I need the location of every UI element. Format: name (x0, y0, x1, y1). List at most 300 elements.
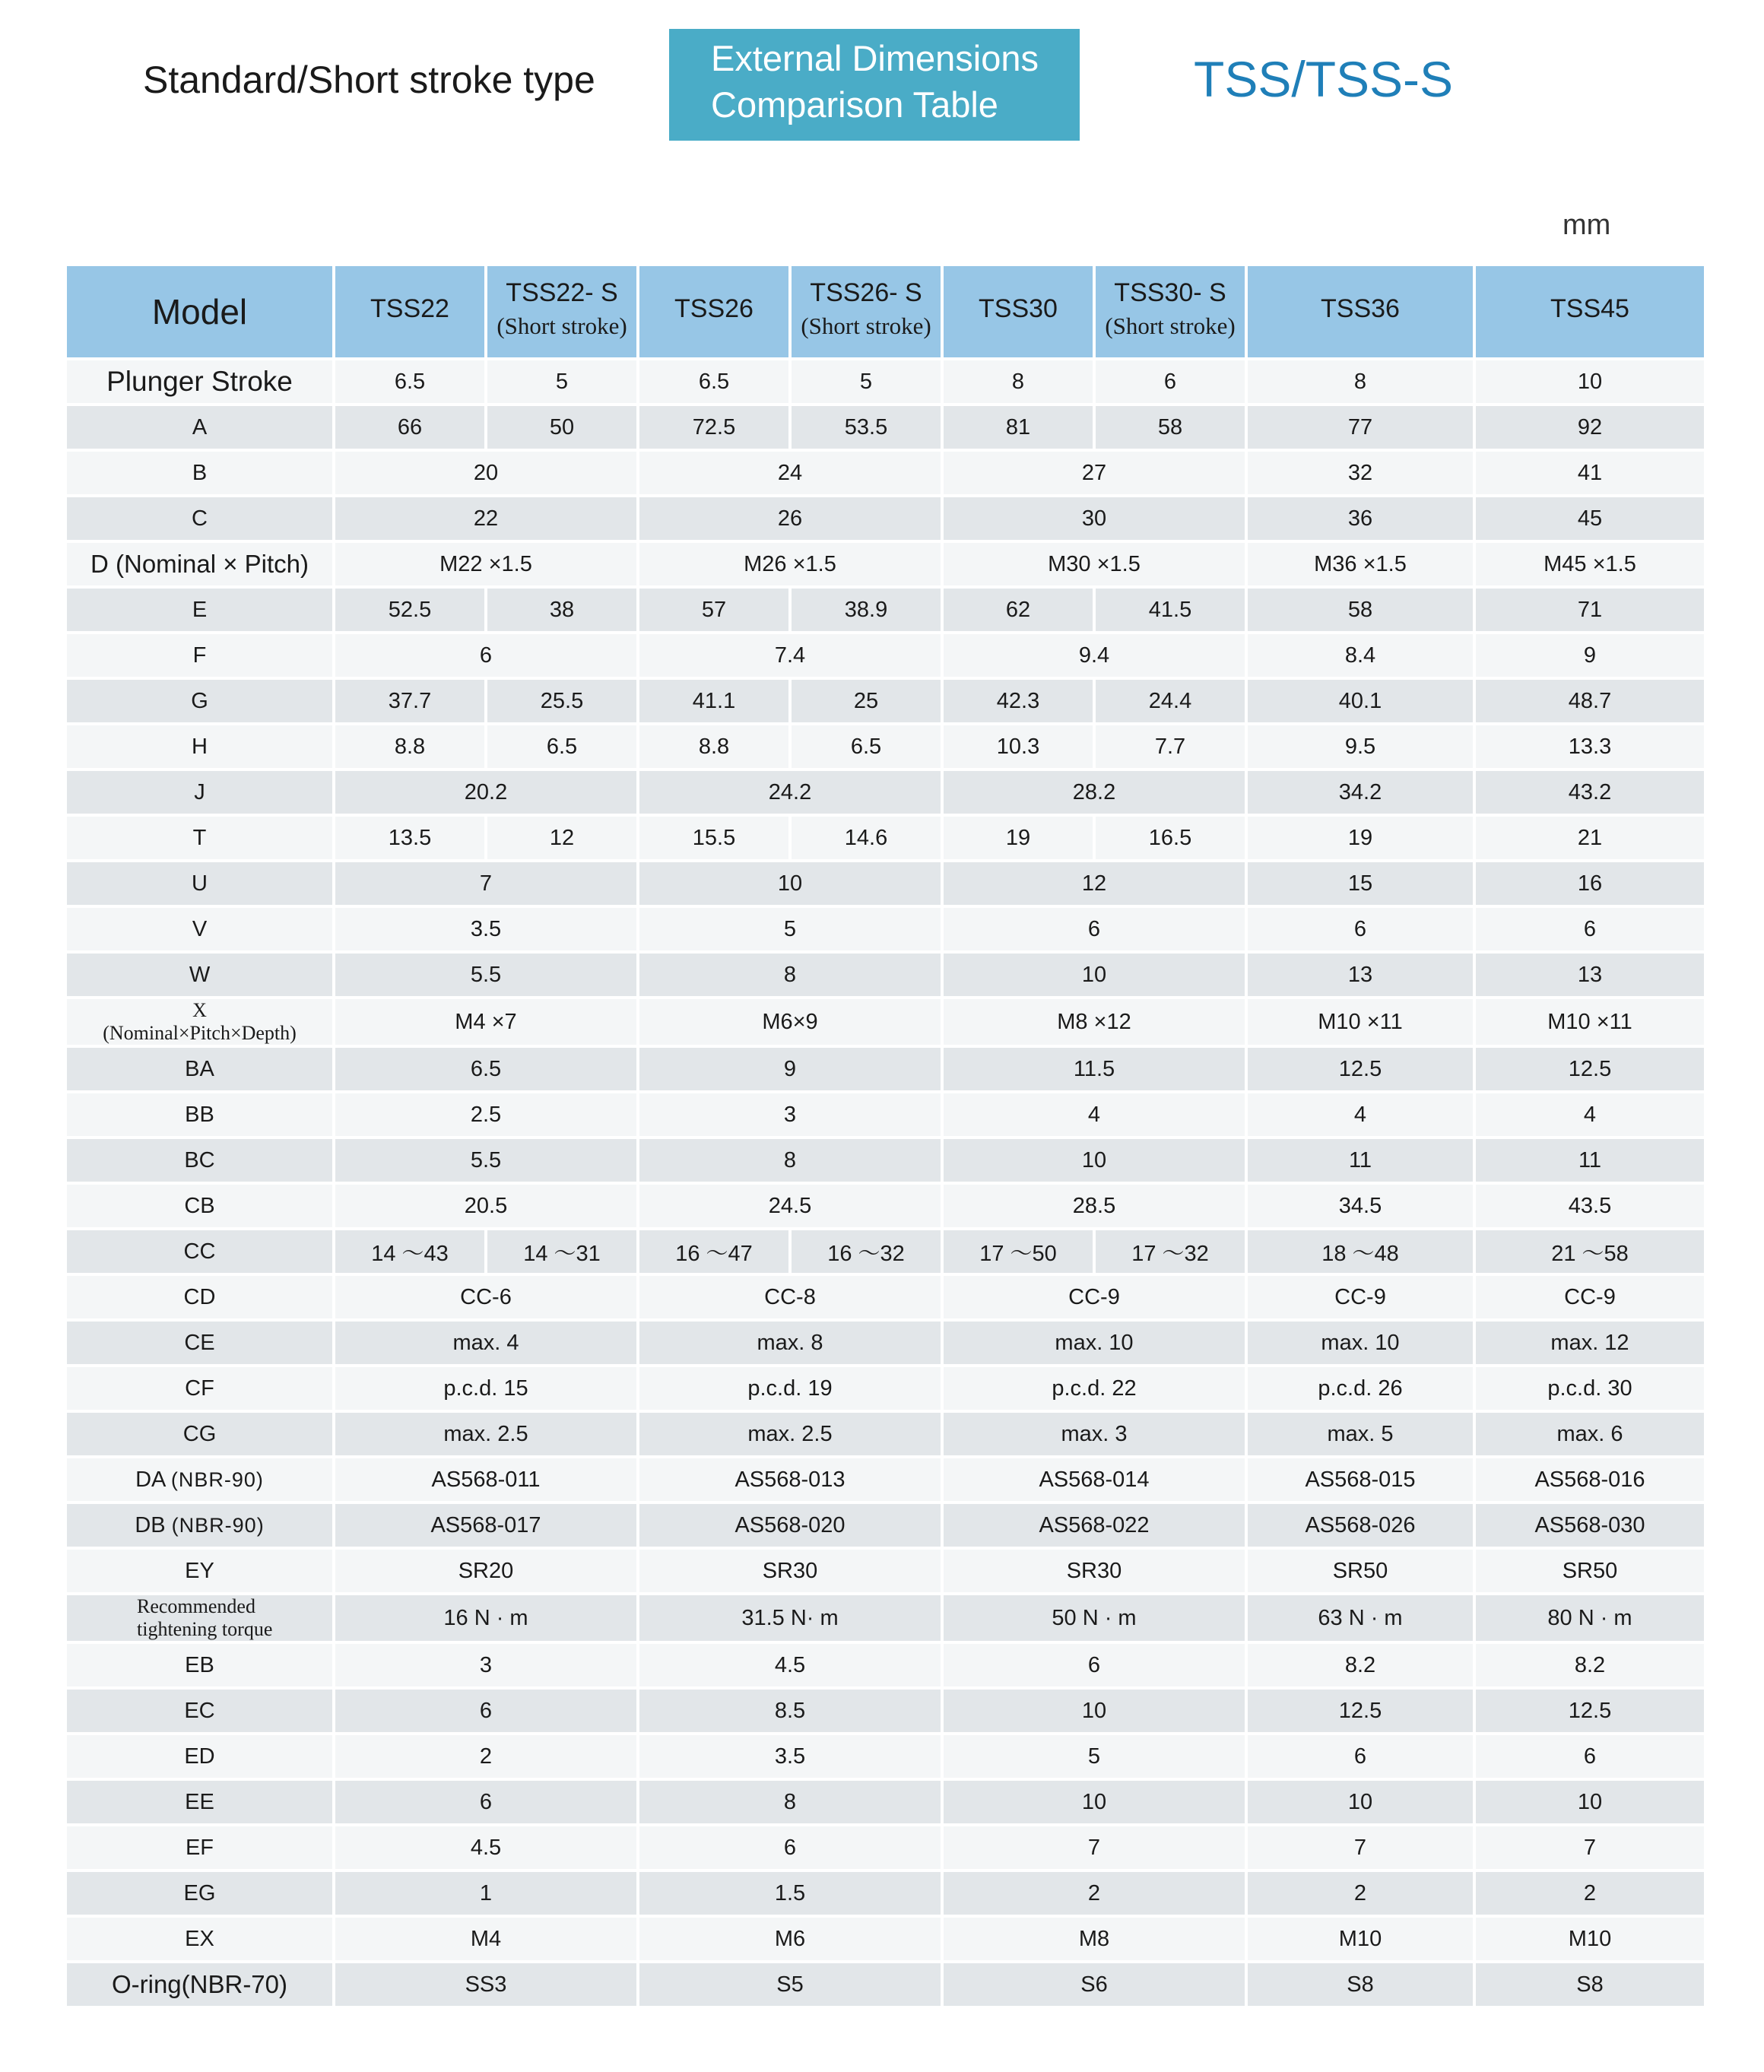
table-cell: 5 (792, 360, 941, 403)
table-cell: S5 (639, 1963, 941, 2006)
table-cell: 6 (335, 1781, 636, 1823)
table-cell: p.c.d. 22 (944, 1367, 1245, 1410)
table-cell: AS568-013 (639, 1458, 941, 1501)
table-row (67, 452, 1704, 494)
table-cell: 17 ～50 (944, 1230, 1093, 1273)
table-row (67, 1367, 1704, 1410)
table-cell: 71 (1476, 589, 1704, 631)
table-cell: 19 (1248, 817, 1473, 859)
table-cell: 14.6 (792, 817, 941, 859)
table-cell: 6 (335, 634, 636, 677)
table-cell: AS568-011 (335, 1458, 636, 1501)
table-row (67, 1735, 1704, 1778)
table-cell: max. 3 (944, 1413, 1245, 1455)
model-name: TSS30- S (1114, 278, 1226, 307)
table-cell: 27 (944, 452, 1245, 494)
table-cell: 12 (944, 862, 1245, 905)
row-label: EF (67, 1826, 332, 1869)
table-cell: 19 (944, 817, 1093, 859)
table-cell: 10 (1476, 1781, 1704, 1823)
table-cell: SR30 (944, 1550, 1245, 1592)
row-label: EY (67, 1550, 332, 1592)
table-cell: 6 (944, 1644, 1245, 1686)
table-cell: 8.4 (1248, 634, 1473, 677)
row-label: CD (67, 1276, 332, 1318)
table-cell: 5 (944, 1735, 1245, 1778)
model-name: TSS26- S (810, 278, 922, 307)
table-cell: 6.5 (335, 1048, 636, 1090)
table-cell: 16 (1476, 862, 1704, 905)
model-column-header (944, 266, 1093, 357)
table-cell: 28.2 (944, 771, 1245, 814)
table-cell: CC-8 (639, 1276, 941, 1318)
row-label: W (67, 954, 332, 996)
row-label: CB (67, 1185, 332, 1227)
table-cell: AS568-016 (1476, 1458, 1704, 1501)
model-column-header (1096, 266, 1245, 357)
row-label (67, 1504, 332, 1547)
table-cell: 13.5 (335, 817, 484, 859)
table-cell: SR30 (639, 1550, 941, 1592)
table-cell: 6 (1096, 360, 1245, 403)
table-cell: 34.2 (1248, 771, 1473, 814)
table-cell: 5 (639, 908, 941, 950)
table-cell: 4 (1476, 1093, 1704, 1136)
table-cell: CC-9 (1248, 1276, 1473, 1318)
table-cell: 41.1 (639, 680, 788, 722)
table-cell: M10 (1476, 1918, 1704, 1960)
table-cell: 50 (487, 406, 636, 449)
table-cell: max. 2.5 (335, 1413, 636, 1455)
table-cell: 63 N · m (1248, 1595, 1473, 1641)
table-row (67, 725, 1704, 768)
table-cell: 7 (335, 862, 636, 905)
table-cell: 7.4 (639, 634, 941, 677)
row-label: F (67, 634, 332, 677)
model-name: TSS22 (370, 294, 449, 323)
row-label-code: DA (135, 1467, 165, 1492)
model-column-header (1476, 266, 1704, 357)
row-label (67, 1458, 332, 1501)
table-cell: 20.5 (335, 1185, 636, 1227)
table-cell: 11 (1248, 1139, 1473, 1182)
table-cell: 30 (944, 497, 1245, 540)
table-cell: 4.5 (639, 1644, 941, 1686)
model-subtitle: (Short stroke) (497, 312, 627, 339)
table-cell: 50 N · m (944, 1595, 1245, 1641)
table-cell: AS568-020 (639, 1504, 941, 1547)
table-cell: 38.9 (792, 589, 941, 631)
table-cell: 12.5 (1476, 1690, 1704, 1732)
table-cell: 10 (1248, 1781, 1473, 1823)
table-cell: 7 (1476, 1826, 1704, 1869)
table-row (67, 589, 1704, 631)
model-name: TSS26 (674, 294, 754, 323)
row-label: A (67, 406, 332, 449)
table-cell: 24.2 (639, 771, 941, 814)
table-cell: 11 (1476, 1139, 1704, 1182)
table-cell: 3 (639, 1093, 941, 1136)
table-cell: M22 ×1.5 (335, 543, 636, 585)
table-cell: 10 (944, 1781, 1245, 1823)
table-cell: 16.5 (1096, 817, 1245, 859)
table-row (67, 862, 1704, 905)
row-label-material: (NBR-90) (171, 1513, 265, 1537)
table-cell: 12.5 (1248, 1048, 1473, 1090)
table-cell: 53.5 (792, 406, 941, 449)
table-cell: 34.5 (1248, 1185, 1473, 1227)
table-body (67, 360, 1704, 2006)
table-row (67, 1276, 1704, 1318)
table-row (67, 1690, 1704, 1732)
model-subtitle: (Short stroke) (1105, 312, 1236, 339)
table-cell: max. 6 (1476, 1413, 1704, 1455)
table-cell: p.c.d. 30 (1476, 1367, 1704, 1410)
table-cell: 9.4 (944, 634, 1245, 677)
table-row (67, 1322, 1704, 1364)
table-row (67, 999, 1704, 1045)
table-cell: 6 (1476, 1735, 1704, 1778)
table-cell: 13.3 (1476, 725, 1704, 768)
table-row (67, 954, 1704, 996)
row-label: EE (67, 1781, 332, 1823)
table-cell: 58 (1248, 589, 1473, 631)
table-cell: 14 ～43 (335, 1230, 484, 1273)
table-cell: 9.5 (1248, 725, 1473, 768)
model-column-header (639, 266, 788, 357)
table-row (67, 1595, 1704, 1641)
table-cell: max. 8 (639, 1322, 941, 1364)
row-label: B (67, 452, 332, 494)
table-cell: 81 (944, 406, 1093, 449)
table-row (67, 1093, 1704, 1136)
table-row (67, 680, 1704, 722)
table-cell: 92 (1476, 406, 1704, 449)
table-row (67, 1230, 1704, 1273)
table-cell: 37.7 (335, 680, 484, 722)
table-cell: 43.2 (1476, 771, 1704, 814)
banner-line-1: External Dimensions (711, 38, 1039, 78)
table-cell: M30 ×1.5 (944, 543, 1245, 585)
row-label: H (67, 725, 332, 768)
row-label: BA (67, 1048, 332, 1090)
table-cell: 25.5 (487, 680, 636, 722)
table-cell: M36 ×1.5 (1248, 543, 1473, 585)
table-cell: 20 (335, 452, 636, 494)
table-cell: 8 (1248, 360, 1473, 403)
row-label: V (67, 908, 332, 950)
table-cell: 77 (1248, 406, 1473, 449)
row-label-line-2: tightening torque (137, 1618, 273, 1640)
table-cell: 26 (639, 497, 941, 540)
table-cell: 6 (1248, 908, 1473, 950)
table-cell: 15 (1248, 862, 1473, 905)
table-cell: M10 ×11 (1248, 999, 1473, 1045)
table-row (67, 1139, 1704, 1182)
table-cell: 41.5 (1096, 589, 1245, 631)
table-row (67, 1185, 1704, 1227)
table-cell: 16 ～47 (639, 1230, 788, 1273)
table-cell: M10 ×11 (1476, 999, 1704, 1045)
table-cell: 8 (639, 1139, 941, 1182)
table-cell: 36 (1248, 497, 1473, 540)
dimensions-table (64, 263, 1707, 2009)
table-cell: 42.3 (944, 680, 1093, 722)
table-cell: 8 (639, 954, 941, 996)
table-cell: 6 (1248, 1735, 1473, 1778)
table-cell: M8 ×12 (944, 999, 1245, 1045)
table-cell: 8.8 (639, 725, 788, 768)
table-cell: 4 (1248, 1093, 1473, 1136)
table-cell: 21 ～58 (1476, 1230, 1704, 1273)
table-cell: 13 (1476, 954, 1704, 996)
table-cell: 8.5 (639, 1690, 941, 1732)
table-cell: 2.5 (335, 1093, 636, 1136)
row-label: EB (67, 1644, 332, 1686)
table-cell: M4 ×7 (335, 999, 636, 1045)
table-cell: 6.5 (335, 360, 484, 403)
model-column-header (1248, 266, 1473, 357)
table-cell: max. 10 (944, 1322, 1245, 1364)
table-cell: 5.5 (335, 954, 636, 996)
table-row (67, 908, 1704, 950)
table-cell: 48.7 (1476, 680, 1704, 722)
table-cell: 8.8 (335, 725, 484, 768)
table-row (67, 1963, 1704, 2006)
row-label-material: (NBR-90) (170, 1468, 264, 1491)
table-cell: 8.2 (1248, 1644, 1473, 1686)
table-cell: 31.5 N· m (639, 1595, 941, 1641)
table-row (67, 1644, 1704, 1686)
row-label: ED (67, 1735, 332, 1778)
table-cell: AS568-026 (1248, 1504, 1473, 1547)
row-label: T (67, 817, 332, 859)
row-label: EC (67, 1690, 332, 1732)
model-column-header (487, 266, 636, 357)
table-cell: SS3 (335, 1963, 636, 2006)
table-row (67, 543, 1704, 585)
model-name: TSS36 (1321, 294, 1400, 323)
unit-label: mm (1563, 209, 1611, 241)
table-cell: 3 (335, 1644, 636, 1686)
table-cell: SR20 (335, 1550, 636, 1592)
table-cell: 38 (487, 589, 636, 631)
table-cell: max. 12 (1476, 1322, 1704, 1364)
model-column-header (335, 266, 484, 357)
table-cell: 24.4 (1096, 680, 1245, 722)
table-cell: max. 4 (335, 1322, 636, 1364)
table-cell: max. 2.5 (639, 1413, 941, 1455)
table-cell: p.c.d. 26 (1248, 1367, 1473, 1410)
table-cell: max. 10 (1248, 1322, 1473, 1364)
row-label (67, 1595, 332, 1641)
table-cell: S6 (944, 1963, 1245, 2006)
table-cell: 9 (639, 1048, 941, 1090)
table-cell: 7.7 (1096, 725, 1245, 768)
table-cell: 6.5 (639, 360, 788, 403)
row-label: CE (67, 1322, 332, 1364)
table-cell: 12.5 (1476, 1048, 1704, 1090)
table-cell: 10 (944, 954, 1245, 996)
table-row (67, 1048, 1704, 1090)
row-label: CF (67, 1367, 332, 1410)
row-label: EX (67, 1918, 332, 1960)
table-cell: 2 (1476, 1872, 1704, 1915)
table-row (67, 1826, 1704, 1869)
table-cell: 5.5 (335, 1139, 636, 1182)
table-cell: 21 (1476, 817, 1704, 859)
row-label: U (67, 862, 332, 905)
table-cell: 11.5 (944, 1048, 1245, 1090)
row-label-line-2: (Nominal×Pitch×Depth) (103, 1022, 297, 1044)
table-cell: M26 ×1.5 (639, 543, 941, 585)
table-cell: 6 (639, 1826, 941, 1869)
table-cell: S8 (1476, 1963, 1704, 2006)
table-row (67, 771, 1704, 814)
table-cell: 3.5 (335, 908, 636, 950)
table-cell: 52.5 (335, 589, 484, 631)
table-row (67, 1872, 1704, 1915)
table-cell: 80 N · m (1476, 1595, 1704, 1641)
table-cell: 10 (639, 862, 941, 905)
table-row (67, 1458, 1704, 1501)
table-cell: 7 (944, 1826, 1245, 1869)
banner-line-2: Comparison Table (711, 84, 998, 125)
row-label: CG (67, 1413, 332, 1455)
row-label: G (67, 680, 332, 722)
table-row (67, 360, 1704, 403)
table-cell: 6 (335, 1690, 636, 1732)
table-cell: 6 (944, 908, 1245, 950)
table-cell: 57 (639, 589, 788, 631)
table-row (67, 1413, 1704, 1455)
table-cell: p.c.d. 15 (335, 1367, 636, 1410)
table-cell: M45 ×1.5 (1476, 543, 1704, 585)
table-cell: 8.2 (1476, 1644, 1704, 1686)
table-cell: 2 (335, 1735, 636, 1778)
table-cell: SR50 (1248, 1550, 1473, 1592)
table-cell: 8 (944, 360, 1093, 403)
row-label (67, 999, 332, 1045)
row-label-code: DB (135, 1512, 166, 1537)
row-label: EG (67, 1872, 332, 1915)
table-cell: 45 (1476, 497, 1704, 540)
row-label: Plunger Stroke (67, 360, 332, 403)
table-cell: 6 (1476, 908, 1704, 950)
table-cell: 5 (487, 360, 636, 403)
table-cell: 16 ～32 (792, 1230, 941, 1273)
row-label: J (67, 771, 332, 814)
table-cell: 66 (335, 406, 484, 449)
table-cell: 8 (639, 1781, 941, 1823)
table-cell: 12 (487, 817, 636, 859)
table-cell: SR50 (1476, 1550, 1704, 1592)
row-label: BB (67, 1093, 332, 1136)
table-cell: max. 5 (1248, 1413, 1473, 1455)
table-cell: 17 ～32 (1096, 1230, 1245, 1273)
table-cell: 22 (335, 497, 636, 540)
table-cell: 10.3 (944, 725, 1093, 768)
table-cell: CC-6 (335, 1276, 636, 1318)
table-cell: 32 (1248, 452, 1473, 494)
table-cell: 13 (1248, 954, 1473, 996)
model-column-header (792, 266, 941, 357)
table-cell: 10 (944, 1690, 1245, 1732)
table-cell: 40.1 (1248, 680, 1473, 722)
table-cell: 16 N · m (335, 1595, 636, 1641)
table-cell: CC-9 (1476, 1276, 1704, 1318)
table-cell: 10 (944, 1139, 1245, 1182)
table-cell: 72.5 (639, 406, 788, 449)
table-cell: 4 (944, 1093, 1245, 1136)
table-cell: M10 (1248, 1918, 1473, 1960)
table-row (67, 497, 1704, 540)
row-label: CC (67, 1230, 332, 1273)
table-cell: 15.5 (639, 817, 788, 859)
page-subtitle: Standard/Short stroke type (143, 59, 595, 101)
row-label: C (67, 497, 332, 540)
table-row (67, 634, 1704, 677)
row-label: E (67, 589, 332, 631)
row-label-line-1: X (192, 999, 207, 1021)
model-name: TSS30 (979, 294, 1058, 323)
table-cell: 9 (1476, 634, 1704, 677)
table-cell: 4.5 (335, 1826, 636, 1869)
table-cell: M8 (944, 1918, 1245, 1960)
table-cell: 24.5 (639, 1185, 941, 1227)
table-cell: CC-9 (944, 1276, 1245, 1318)
title-banner (669, 29, 1080, 141)
table-cell: AS568-022 (944, 1504, 1245, 1547)
table-cell: 62 (944, 589, 1093, 631)
model-name: TSS45 (1550, 294, 1629, 323)
table-cell: AS568-017 (335, 1504, 636, 1547)
table-cell: 10 (1476, 360, 1704, 403)
model-name: TSS22- S (506, 278, 618, 307)
table-cell: 18 ～48 (1248, 1230, 1473, 1273)
table-cell: 24 (639, 452, 941, 494)
table-row (67, 406, 1704, 449)
table-cell: p.c.d. 19 (639, 1367, 941, 1410)
table-cell: 6.5 (792, 725, 941, 768)
table-cell: 2 (944, 1872, 1245, 1915)
table-header-row (67, 266, 1704, 357)
table-cell: 2 (1248, 1872, 1473, 1915)
model-header: Model (67, 266, 332, 357)
table-row (67, 1781, 1704, 1823)
model-subtitle: (Short stroke) (801, 312, 931, 339)
table-cell: 6.5 (487, 725, 636, 768)
table-cell: 1.5 (639, 1872, 941, 1915)
table-cell: 12.5 (1248, 1690, 1473, 1732)
table-cell: AS568-014 (944, 1458, 1245, 1501)
table-cell: S8 (1248, 1963, 1473, 2006)
row-label: D (Nominal × Pitch) (67, 543, 332, 585)
table-cell: 20.2 (335, 771, 636, 814)
table-cell: 1 (335, 1872, 636, 1915)
table-row (67, 817, 1704, 859)
table-row (67, 1918, 1704, 1960)
table-row (67, 1504, 1704, 1547)
table-cell: 28.5 (944, 1185, 1245, 1227)
table-cell: 3.5 (639, 1735, 941, 1778)
table-cell: AS568-030 (1476, 1504, 1704, 1547)
table-cell: AS568-015 (1248, 1458, 1473, 1501)
table-cell: M6×9 (639, 999, 941, 1045)
row-label-line-1: Recommended (137, 1595, 255, 1617)
table-cell: 25 (792, 680, 941, 722)
row-label: O-ring(NBR-70) (67, 1963, 332, 2006)
